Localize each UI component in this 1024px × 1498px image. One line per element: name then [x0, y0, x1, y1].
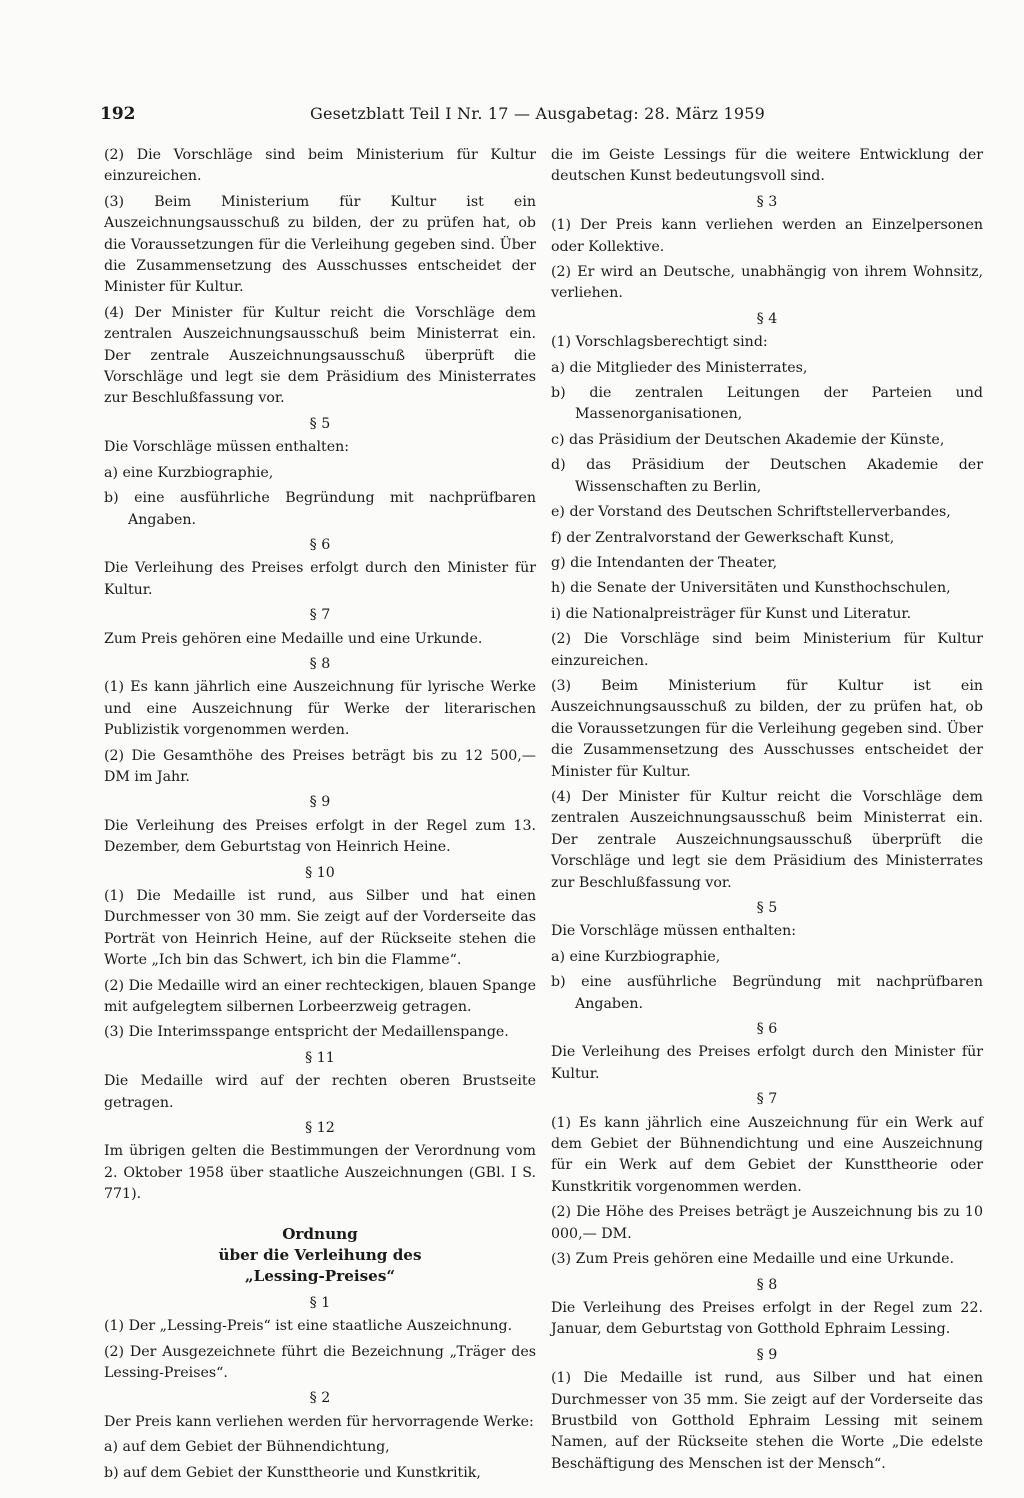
section-number: § 7: [756, 1091, 778, 1108]
section-number: § 7: [309, 607, 331, 624]
paragraph: Zum Preis gehören eine Medaille und eine Urkunde.: [104, 630, 483, 647]
paragraph: (2) Der Ausgezeichnete führt die Bezeichnung „Träger des Lessing-Preises“.: [104, 1343, 536, 1381]
section-number: § 6: [309, 536, 331, 553]
paragraph: die im Geiste Lessings für die weitere Entwicklung der deutschen Kunst bedeutungsvoll sind.: [551, 147, 983, 185]
list-item: e) der Vorstand des Deutschen Schriftstellerverbandes,: [551, 504, 951, 521]
list-item: g) die Intendanten der Theater,: [551, 554, 778, 571]
left-column: [104, 145, 536, 1488]
heading-line: „Lessing-Preises“: [244, 1266, 396, 1285]
paragraph: Im übrigen gelten die Bestimmungen der Verordnung vom 2. Oktober 1958 über staatliche Auszeichnungen (GBl. I S. 771).: [104, 1143, 536, 1203]
paragraph: (4) Der Minister für Kultur reicht die Vorschläge dem zentralen Auszeichnungsausschuß beim Ministerrat ein. Der zentrale Auszeichnungsausschuß überprüft die Vorschläge und legt sie dem Präsidium des Ministerrates zur Beschlußfassung vor.: [551, 788, 983, 891]
section-number: § 5: [309, 415, 331, 432]
paragraph: (2) Er wird an Deutsche, unabhängig von ihrem Wohnsitz, verliehen.: [551, 264, 983, 302]
section-number: § 9: [309, 794, 331, 811]
page-header: [100, 104, 980, 134]
list-item: h) die Senate der Universitäten und Kunsthochschulen,: [551, 580, 951, 597]
paragraph: (1) Es kann jährlich eine Auszeichnung für lyrische Werke und eine Auszeichnung für Werke der literarischen Publizistik vorgenommen werden.: [104, 679, 536, 739]
paragraph: Die Medaille wird auf der rechten oberen Brustseite getragen.: [104, 1073, 536, 1111]
paragraph: (1) Der Preis kann verliehen werden an Einzelpersonen oder Kollektive.: [551, 217, 983, 255]
paragraph: Die Verleihung des Preises erfolgt in der Regel zum 13. Dezember, dem Geburtstag von Heinrich Heine.: [104, 817, 536, 856]
paragraph: Die Verleihung des Preises erfolgt in der Regel zum 22. Januar, dem Geburtstag von Gotthold Ephraim Lessing.: [551, 1299, 983, 1338]
list-item: b) auf dem Gebiet der Kunsttheorie und Kunstkritik,: [104, 1464, 481, 1481]
paragraph: (4) Der Minister für Kultur reicht die Vorschläge dem zentralen Auszeichnungsausschuß beim Ministerrat ein. Der zentrale Auszeichnungsausschuß überprüft die Vorschläge und legt sie dem Präsidium des Ministerrates zur Beschlußfassung vor.: [104, 304, 536, 407]
paragraph: Die Vorschläge müssen enthalten:: [551, 923, 797, 940]
paragraph: (1) Die Medaille ist rund, aus Silber und hat einen Durchmesser von 35 mm. Sie zeigt auf der Vorderseite das Brustbild von Gotthold Ephraim Lessing mit seinem Namen, auf der Rückseite stehen die Worte „Die edelste Beschäftigung des Menschen ist der Mensch“.: [551, 1370, 983, 1472]
section-number: § 2: [309, 1390, 331, 1407]
heading-line: über die Verleihung des: [218, 1245, 422, 1264]
paragraph: (2) Die Vorschläge sind beim Ministerium für Kultur einzureichen.: [104, 147, 536, 185]
paragraph: (1) Der „Lessing-Preis“ ist eine staatliche Auszeichnung.: [104, 1318, 513, 1335]
list-item: a) eine Kurzbiographie,: [551, 948, 721, 965]
list-item: b) eine ausführliche Begründung mit nachprüfbaren Angaben.: [104, 490, 536, 528]
list-item: a) auf dem Gebiet der Bühnendichtung,: [104, 1439, 390, 1456]
paragraph: (1) Es kann jährlich eine Auszeichnung für ein Werk auf dem Gebiet der Bühnendichtung und eine Auszeichnung für ein Werk auf dem Gebiet der Kunsttheorie oder Kunstkritik vorgenommen werden.: [551, 1114, 983, 1195]
paragraph: Die Vorschläge müssen enthalten:: [104, 439, 350, 456]
paragraph: (2) Die Gesamthöhe des Preises beträgt bis zu 12 500,— DM im Jahr.: [104, 747, 536, 785]
list-item: b) eine ausführliche Begründung mit nachprüfbaren Angaben.: [551, 974, 983, 1012]
section-number: § 11: [305, 1049, 335, 1066]
paragraph: (1) Vorschlagsberechtigt sind:: [551, 334, 768, 351]
paragraph: (3) Beim Ministerium für Kultur ist ein Auszeichnungsausschuß zu bilden, der zu prüfen hat, ob die Voraussetzungen für die Verleihung gegeben sind. Über die Zusammensetzung des Ausschusses entscheidet der Minister für Kultur.: [104, 193, 536, 296]
section-number: § 10: [305, 864, 335, 881]
list-item: a) eine Kurzbiographie,: [104, 464, 274, 481]
paragraph: (3) Die Interimsspange entspricht der Medaillenspange.: [104, 1024, 509, 1041]
list-item: c) das Präsidium der Deutschen Akademie der Künste,: [551, 431, 945, 448]
section-number: § 4: [756, 310, 778, 327]
section-number: § 3: [756, 193, 778, 210]
paragraph: (2) Die Vorschläge sind beim Ministerium für Kultur einzureichen.: [551, 631, 983, 669]
paragraph: Die Verleihung des Preises erfolgt durch den Minister für Kultur.: [104, 560, 536, 598]
right-column: [551, 145, 983, 1479]
section-number: § 12: [305, 1120, 335, 1137]
heading-line: Ordnung: [282, 1224, 358, 1243]
ordinance-heading: [104, 1224, 536, 1287]
paragraph: (3) Beim Ministerium für Kultur ist ein Auszeichnungsausschuß zu bilden, der zu prüfen hat, ob die Voraussetzungen für die Verleihung gegeben sind. Über die Zusammensetzung des Ausschusses entscheidet der Minister für Kultur.: [551, 677, 983, 780]
page-number: 192: [100, 104, 136, 124]
section-number: § 1: [309, 1294, 331, 1311]
section-number: § 5: [756, 900, 778, 916]
section-number: § 9: [756, 1346, 778, 1363]
paragraph: Die Verleihung des Preises erfolgt durch den Minister für Kultur.: [551, 1044, 983, 1082]
list-item: d) das Präsidium der Deutschen Akademie der Wissenschaften zu Berlin,: [551, 457, 983, 495]
paragraph: (2) Die Höhe des Preises beträgt je Auszeichnung bis zu 10 000,— DM.: [551, 1204, 983, 1242]
list-item: b) die zentralen Leitungen der Parteien und Massenorganisationen,: [551, 385, 983, 423]
paragraph: (2) Die Medaille wird an einer rechteckigen, blauen Spange mit aufgelegtem silbernen Lorbeerzweig getragen.: [104, 977, 536, 1016]
section-number: § 8: [309, 655, 331, 672]
gazette-title: Gesetzblatt Teil I Nr. 17 — Ausgabetag: 28. März 1959: [310, 104, 766, 123]
section-number: § 6: [756, 1021, 778, 1038]
list-item: f) der Zentralvorstand der Gewerkschaft Kunst,: [551, 529, 895, 546]
paragraph: Der Preis kann verliehen werden für hervorragende Werke:: [104, 1413, 534, 1430]
list-item: i) die Nationalpreisträger für Kunst und Literatur.: [551, 605, 912, 622]
section-number: § 8: [756, 1276, 778, 1293]
paragraph: (1) Die Medaille ist rund, aus Silber und hat einen Durchmesser von 30 mm. Sie zeigt auf der Vorderseite das Porträt von Heinrich Heine, auf der Rückseite stehen die Worte „Ich bin das Schwert, ich bin die Flamme“.: [104, 888, 536, 969]
paragraph: (3) Zum Preis gehören eine Medaille und eine Urkunde.: [551, 1251, 954, 1268]
list-item: a) die Mitglieder des Ministerrates,: [551, 359, 808, 376]
